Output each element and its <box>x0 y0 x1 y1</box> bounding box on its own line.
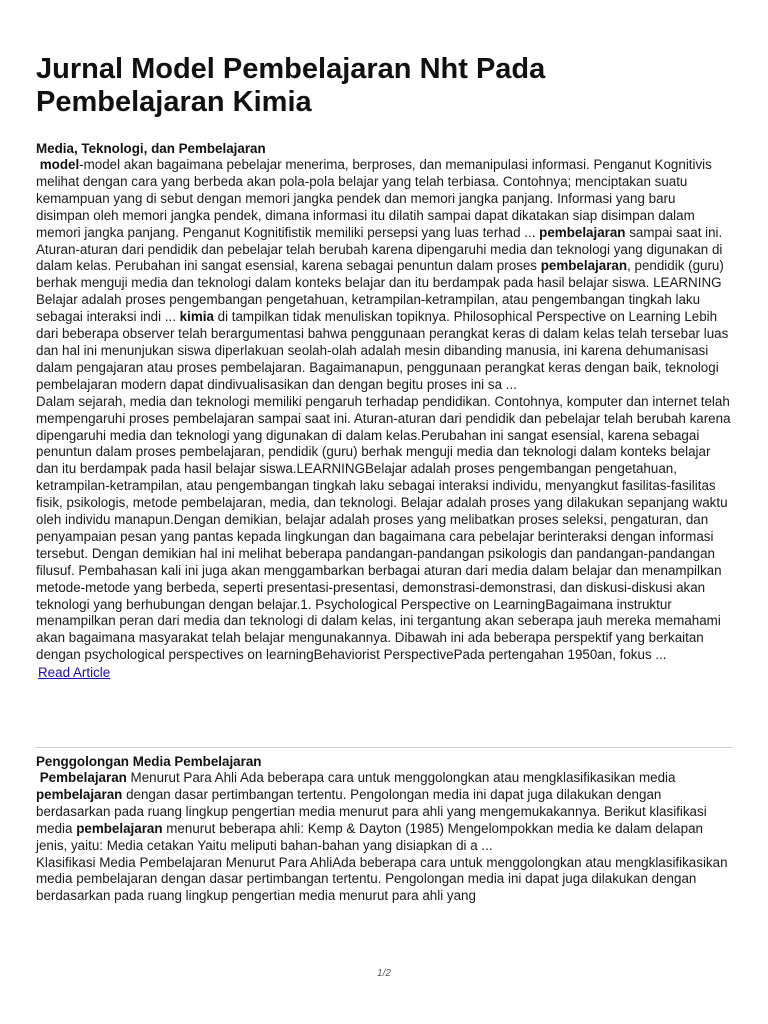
section-body: Dalam sejarah, media dan teknologi memiliki pengaruh terhadap pendidikan. Contohnya, komputer dan internet telah mempengaruhi proses pembelajaran sampai saat ini. Aturan-aturan dari pendidik dan pebelajar telah berubah karena dipengaruhi media dan teknologi yang digunakan di dalam kelas.Perubahan ini sangat esensial, karena sebagai penuntun dalam proses pembelajaran, pendidik (guru) berhak menguji media dan teknologi dalam konteks belajar dan itu berdampak pada hasil belajar siswa.LEARNINGBelajar adalah proses pengembangan pengetahuan, ketrampilan-ketrampilan, atau pengembangan tingkah laku sebagai interaksi individu, menyangkut fasilitas-fasilitas fisik, psikologis, metode pembelajaran, media, dan teknologi. Belajar adalah proses yang dilakukan sepanjang waktu oleh individu manapun.Dengan demikian, belajar adalah proses yang melibatkan proses seleksi, pengaturan, dan penyampaian pesan yang pantas kepada lingkungan dan bagaimana cara pebelajar berinteraksi dengan informasi tersebut. Dengan demikian hal ini melihat beberapa pandangan-pandangan psikologis dan pandangan-pandangan filusuf. Pembahasan kali ini juga akan menggambarkan berbagai aturan dari media dalam belajar dan menampilkan metode-metode yang berbeda, seperti presentasi-presentasi, demonstrasi-demonstrasi, dan diskusi-diskusi akan teknologi yang berhubungan dengan belajar.1. Psychological Perspective on LearningBagaimana instruktur menampilkan peran dari media dan teknologi di dalam kelas, ini tergantung akan seberapa jauh mereka memahami akan bagaimana masyarakat telah belajar mengunakannya. Dibawah ini ada beberapa perspektif yang berkaitan dengan psychological perspectives on learningBehaviorist PerspectivePada pertengahan 1950an, fokus ... <box>36 393 731 663</box>
snippet-text: sampai saat ini. Aturan-aturan dari pendidik dan pebelajar telah berubah karena dipengaruhi media dan teknologi yang digunakan di dalam kelas. Perubahan ini sangat esensial, karena sebagai penuntun dalam proses <box>36 224 723 274</box>
snippet-text: Menurut Para Ahli Ada beberapa cara untuk menggolongkan atau mengklasifikasikan media <box>126 770 676 785</box>
snippet-keyword: pembelajaran <box>539 224 626 240</box>
snippet-keyword: model <box>39 157 80 172</box>
snippet-text: di tampilkan tidak menuliskan topiknya. Philosophical Perspective on Learning Lebih dari beberapa observer telah berargumentasi bahwa penggunaan perangkat keras di dalam kelas telah tersebar luas dan hal ini menunjukan siswa diperlakuan seolah-olah adalah mesin dibanding manusia, ini karena dehumanisasi dalam pengajaran atau proses pembelajaran. Bagaimanapun, penggunaan perangkat keras dengan baik, teknologi pembelajaran modern dapat dindivualisasikan dan dengan begitu proses ini sa ... <box>36 309 729 392</box>
snippet-text: -model akan bagaimana pebelajar menerima, berproses, dan memanipulasi informasi. Penganut Kognitivis melihat dengan cara yang berbeda akan pola-pola belajar yang telah terbiasa. Contohnya; menciptakan suatu kemampuan yang di sebut dengan memori jangka pendek dan memori jangka panjang. Informasi yang baru disimpan oleh memori jangka pendek, dimana informasi itu dilatih sampai dapat dikatakan siap disimpan dalam memori jangka panjang. Penganut Kognitifistik memiliki persepsi yang luas terhad ... <box>36 157 712 240</box>
snippet-keyword: pembelajaran <box>76 820 163 836</box>
read-article-link[interactable]: Read Article <box>38 665 111 681</box>
section-divider <box>36 747 732 748</box>
snippet-keyword: kimia <box>179 309 214 325</box>
snippet-text: dengan dasar pertimbangan tertentu. Pengolongan media ini dapat juga dilakukan dengan berdasarkan pada ruang lingkup pengertian media menurut para ahli yang mengemukakannya. Berikut klasifikasi media <box>36 786 707 836</box>
section-body: Klasifikasi Media Pembelajaran Menurut Para AhliAda beberapa cara untuk menggolongkan atau mengklasifikasikan media pembelajaran dengan dasar pertimbangan tertentu. Pengolongan media ini dapat juga dilakukan dengan berdasarkan pada ruang lingkup pengertian media menurut para ahli yang <box>36 854 728 904</box>
page-number: 1/2 <box>377 968 391 979</box>
section-heading: Media, Teknologi, dan Pembelajaran <box>36 141 266 156</box>
section-heading: Penggolongan Media Pembelajaran <box>36 754 262 769</box>
snippet-text: menurut beberapa ahli: Kemp & Dayton (1985) Mengelompokkan media ke dalam delapan jenis, yaitu: Media cetakan Yaitu meliputi bahan-bahan yang disiapkan di a ... <box>36 820 703 853</box>
page-title: Jurnal Model Pembelajaran Nht Pada Pembelajaran Kimia <box>36 53 546 118</box>
snippet-keyword: pembelajaran <box>540 258 628 274</box>
snippet-keyword: pembelajaran <box>36 786 123 802</box>
snippet-text: , pendidik (guru) berhak menguji media dan teknologi dalam konteks belajar dan itu berdampak pada hasil belajar siswa. LEARNING Belajar adalah proses pengembangan pengetahuan, ketrampilan-ketrampilan, atau pengembangan tingkah laku sebagai interaksi indi ... <box>36 258 724 325</box>
section-media-teknologi <box>36 140 732 682</box>
section-snippet <box>36 157 732 394</box>
snippet-keyword: Pembelajaran <box>39 770 127 785</box>
section-penggolongan-media <box>36 753 732 905</box>
section-snippet <box>36 770 732 855</box>
